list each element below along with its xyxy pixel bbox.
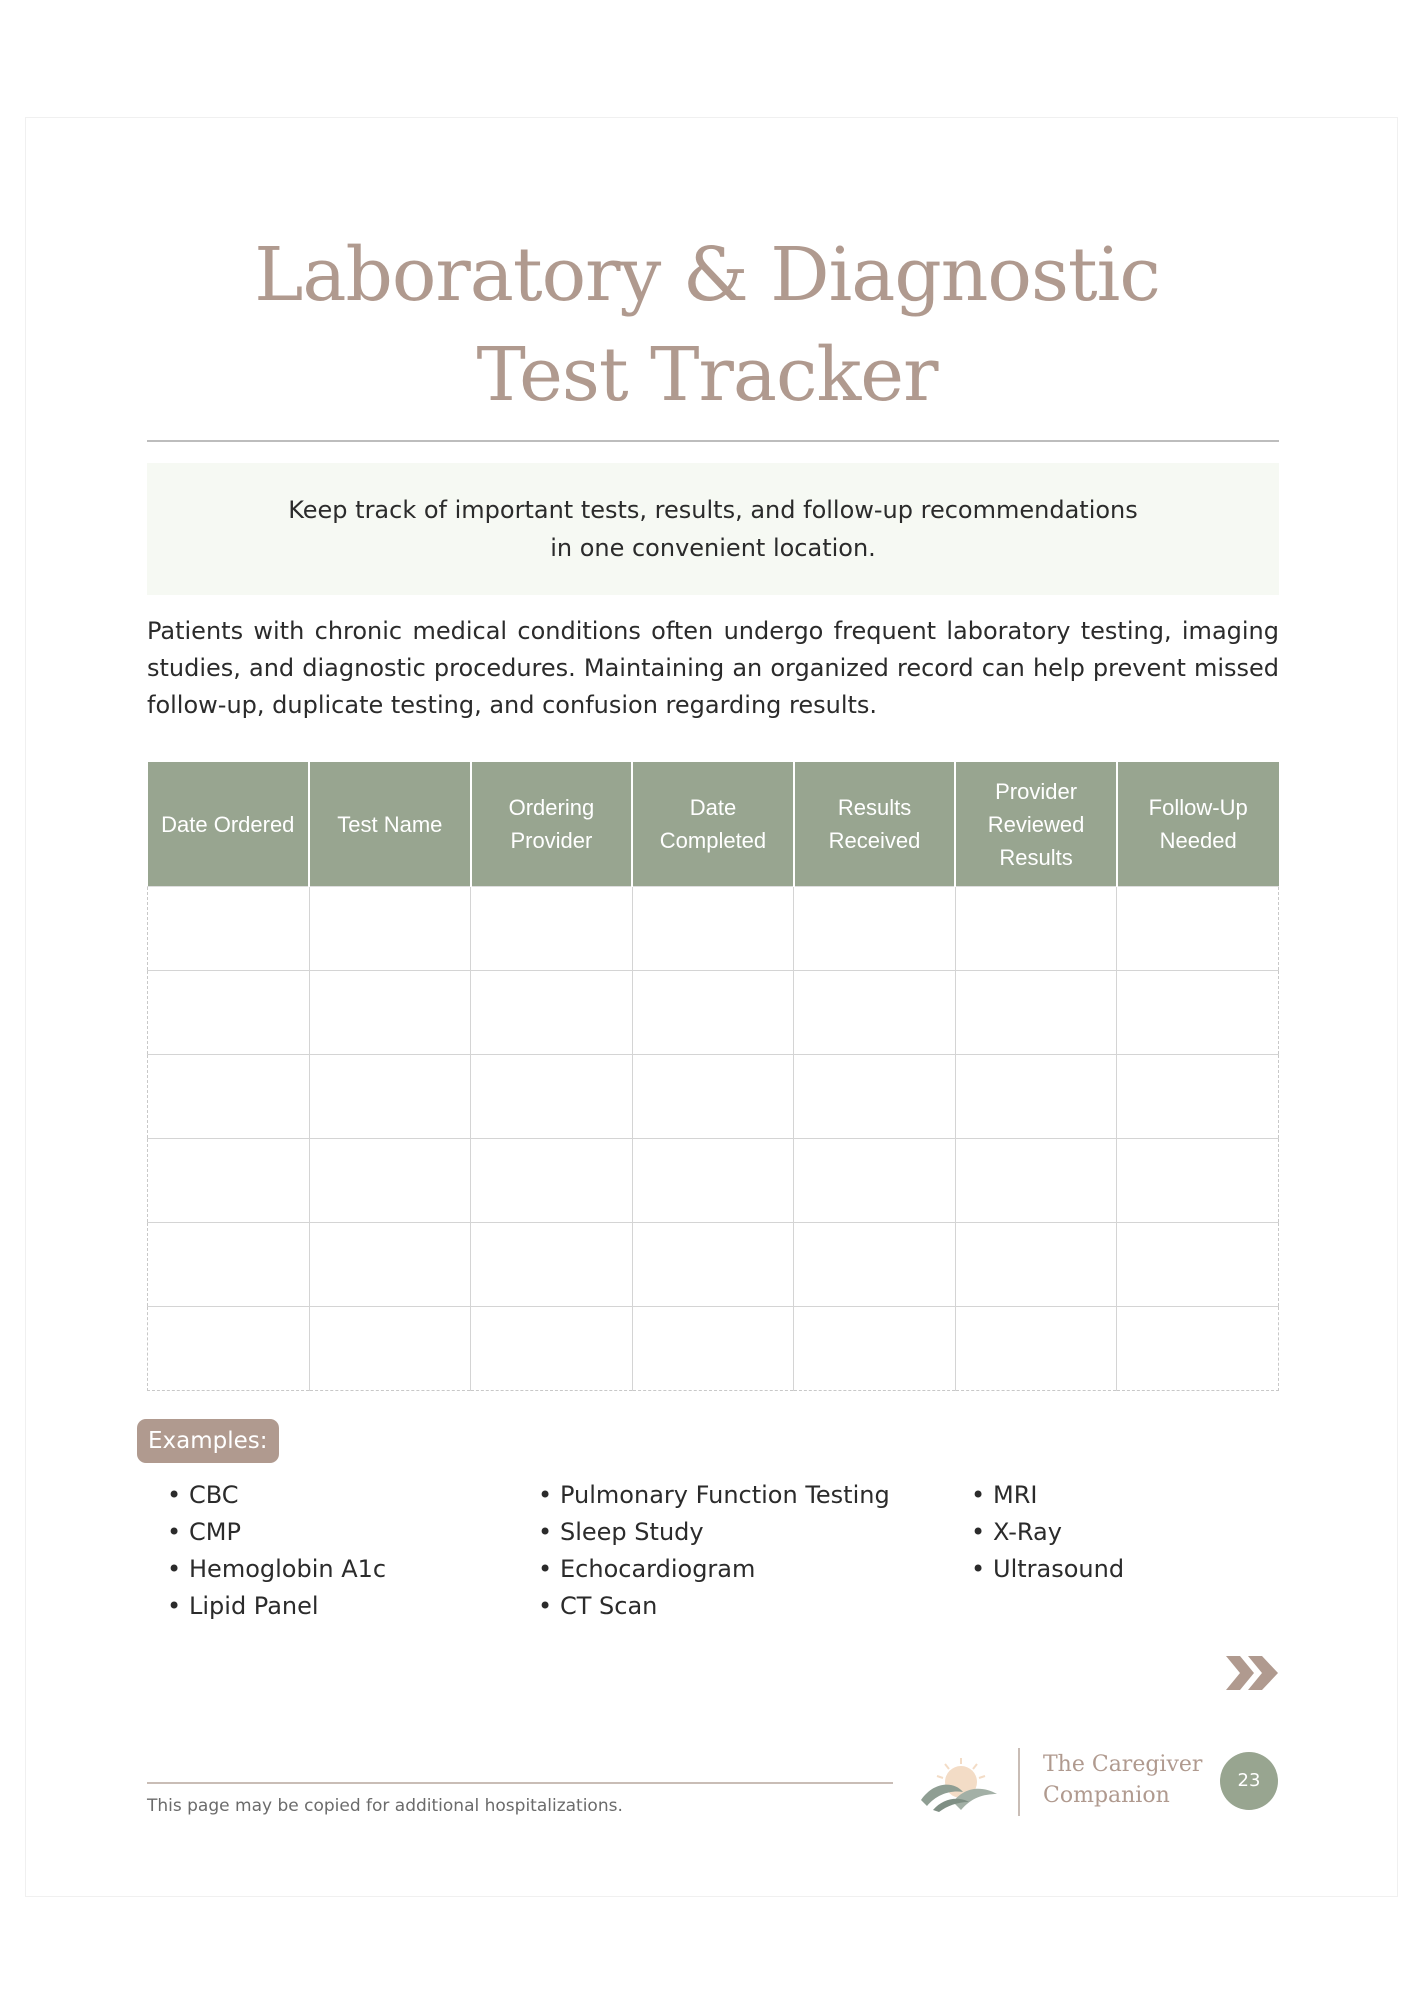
table-row	[148, 1223, 1279, 1307]
table-cell[interactable]	[1117, 971, 1279, 1055]
table-cell[interactable]	[1117, 1307, 1279, 1391]
table-cell[interactable]	[1117, 887, 1279, 971]
table-cell[interactable]	[148, 1223, 310, 1307]
table-cell[interactable]	[794, 971, 956, 1055]
table-cell[interactable]	[794, 1055, 956, 1139]
table-cell[interactable]	[309, 1055, 471, 1139]
intro-callout	[147, 463, 1279, 595]
body-paragraph: Patients with chronic medical conditions often undergo frequent laboratory testing, imaging studies, and diagnostic procedures. Maintaining an organized record can help prevent missed follow-up, duplicate testing, and confusion regarding results.	[147, 617, 1279, 719]
header-results-received: Results Received	[794, 762, 956, 887]
footer-note: This page may be copied for additional hospitalizations.	[147, 1796, 623, 1816]
list-item: • MRI	[971, 1481, 1038, 1509]
table-cell[interactable]	[955, 971, 1117, 1055]
table-cell[interactable]	[794, 1139, 956, 1223]
table-cell[interactable]	[955, 1307, 1117, 1391]
table-row	[148, 1055, 1279, 1139]
table-cell[interactable]	[1117, 1139, 1279, 1223]
table-cell[interactable]	[955, 1223, 1117, 1307]
page-title-line-2: Test Tracker	[476, 332, 938, 418]
table-cell[interactable]	[471, 1307, 633, 1391]
table-cell[interactable]	[148, 1307, 310, 1391]
intro-text: Keep track of important tests, results, and follow-up recommendations in one convenient location.	[288, 496, 1138, 562]
list-item: • Echocardiogram	[538, 1555, 756, 1583]
table-header-row	[148, 762, 1279, 887]
header-provider-reviewed-results: Provider Reviewed Results	[955, 762, 1117, 887]
brand-line-2: Companion	[1043, 1783, 1170, 1808]
title-divider	[147, 440, 1279, 442]
table-cell[interactable]	[471, 1055, 633, 1139]
table-cell[interactable]	[471, 887, 633, 971]
table-cell[interactable]	[309, 1139, 471, 1223]
table-cell[interactable]	[471, 971, 633, 1055]
table-cell[interactable]	[309, 887, 471, 971]
list-item: • X-Ray	[971, 1518, 1062, 1546]
table-row	[148, 1139, 1279, 1223]
example-label: MRI	[993, 1481, 1038, 1509]
examples-list-3	[971, 1477, 1124, 1588]
sunrise-leaves-logo-icon	[917, 1752, 1001, 1814]
table-cell[interactable]	[632, 971, 794, 1055]
table-cell[interactable]	[632, 1055, 794, 1139]
page-number-badge: 23	[1220, 1752, 1278, 1810]
example-label: X-Ray	[993, 1518, 1062, 1546]
table-body	[148, 887, 1279, 1391]
table-cell[interactable]	[955, 887, 1117, 971]
footer-vertical-divider	[1018, 1748, 1020, 1816]
example-label: Lipid Panel	[189, 1592, 319, 1620]
table-cell[interactable]	[1117, 1223, 1279, 1307]
header-ordering-provider: Ordering Provider	[471, 762, 633, 887]
table-cell[interactable]	[309, 971, 471, 1055]
table-cell[interactable]	[955, 1055, 1117, 1139]
list-item: • Pulmonary Function Testing	[538, 1481, 890, 1509]
table-row	[148, 971, 1279, 1055]
examples-list-1	[167, 1477, 386, 1625]
table-cell[interactable]	[309, 1307, 471, 1391]
examples-list-2	[538, 1477, 890, 1625]
table-cell[interactable]	[148, 887, 310, 971]
list-item: • Ultrasound	[971, 1555, 1125, 1583]
table-cell[interactable]	[471, 1223, 633, 1307]
list-item: • CBC	[167, 1481, 239, 1509]
example-label: Hemoglobin A1c	[189, 1555, 387, 1583]
brand-line-1: The Caregiver	[1043, 1752, 1203, 1777]
table-cell[interactable]	[471, 1139, 633, 1223]
table-cell[interactable]	[1117, 1055, 1279, 1139]
list-item: • Lipid Panel	[167, 1592, 319, 1620]
footer-divider-line	[147, 1782, 893, 1784]
table-cell[interactable]	[632, 1223, 794, 1307]
example-label: CBC	[189, 1481, 239, 1509]
example-label: Ultrasound	[993, 1555, 1125, 1583]
table-row	[148, 887, 1279, 971]
header-date-ordered: Date Ordered	[148, 762, 310, 887]
table-cell[interactable]	[148, 1139, 310, 1223]
example-label: Pulmonary Function Testing	[560, 1481, 890, 1509]
header-follow-up-needed: Follow-Up Needed	[1117, 762, 1279, 887]
table-cell[interactable]	[632, 1307, 794, 1391]
example-label: Sleep Study	[560, 1518, 704, 1546]
table-row	[148, 1307, 1279, 1391]
page-title	[0, 225, 1414, 425]
table-cell[interactable]	[148, 1055, 310, 1139]
table-cell[interactable]	[794, 1223, 956, 1307]
examples-badge: Examples:	[137, 1419, 279, 1463]
test-tracker-table	[147, 762, 1279, 1391]
list-item: • Hemoglobin A1c	[167, 1555, 387, 1583]
example-label: CMP	[189, 1518, 241, 1546]
table-cell[interactable]	[794, 1307, 956, 1391]
example-label: CT Scan	[560, 1592, 658, 1620]
list-item: • CT Scan	[538, 1592, 658, 1620]
page-title-line-1: Laboratory & Diagnostic	[254, 232, 1160, 318]
table-cell[interactable]	[955, 1139, 1117, 1223]
example-label: Echocardiogram	[560, 1555, 756, 1583]
list-item: • Sleep Study	[538, 1518, 704, 1546]
brand-name	[1043, 1749, 1202, 1811]
table-cell[interactable]	[794, 887, 956, 971]
table-cell[interactable]	[632, 887, 794, 971]
header-test-name: Test Name	[309, 762, 471, 887]
table-cell[interactable]	[632, 1139, 794, 1223]
table-cell[interactable]	[309, 1223, 471, 1307]
header-date-completed: Date Completed	[632, 762, 794, 887]
table-cell[interactable]	[148, 971, 310, 1055]
list-item: • CMP	[167, 1518, 241, 1546]
double-chevron-right-icon[interactable]	[1224, 1654, 1280, 1692]
